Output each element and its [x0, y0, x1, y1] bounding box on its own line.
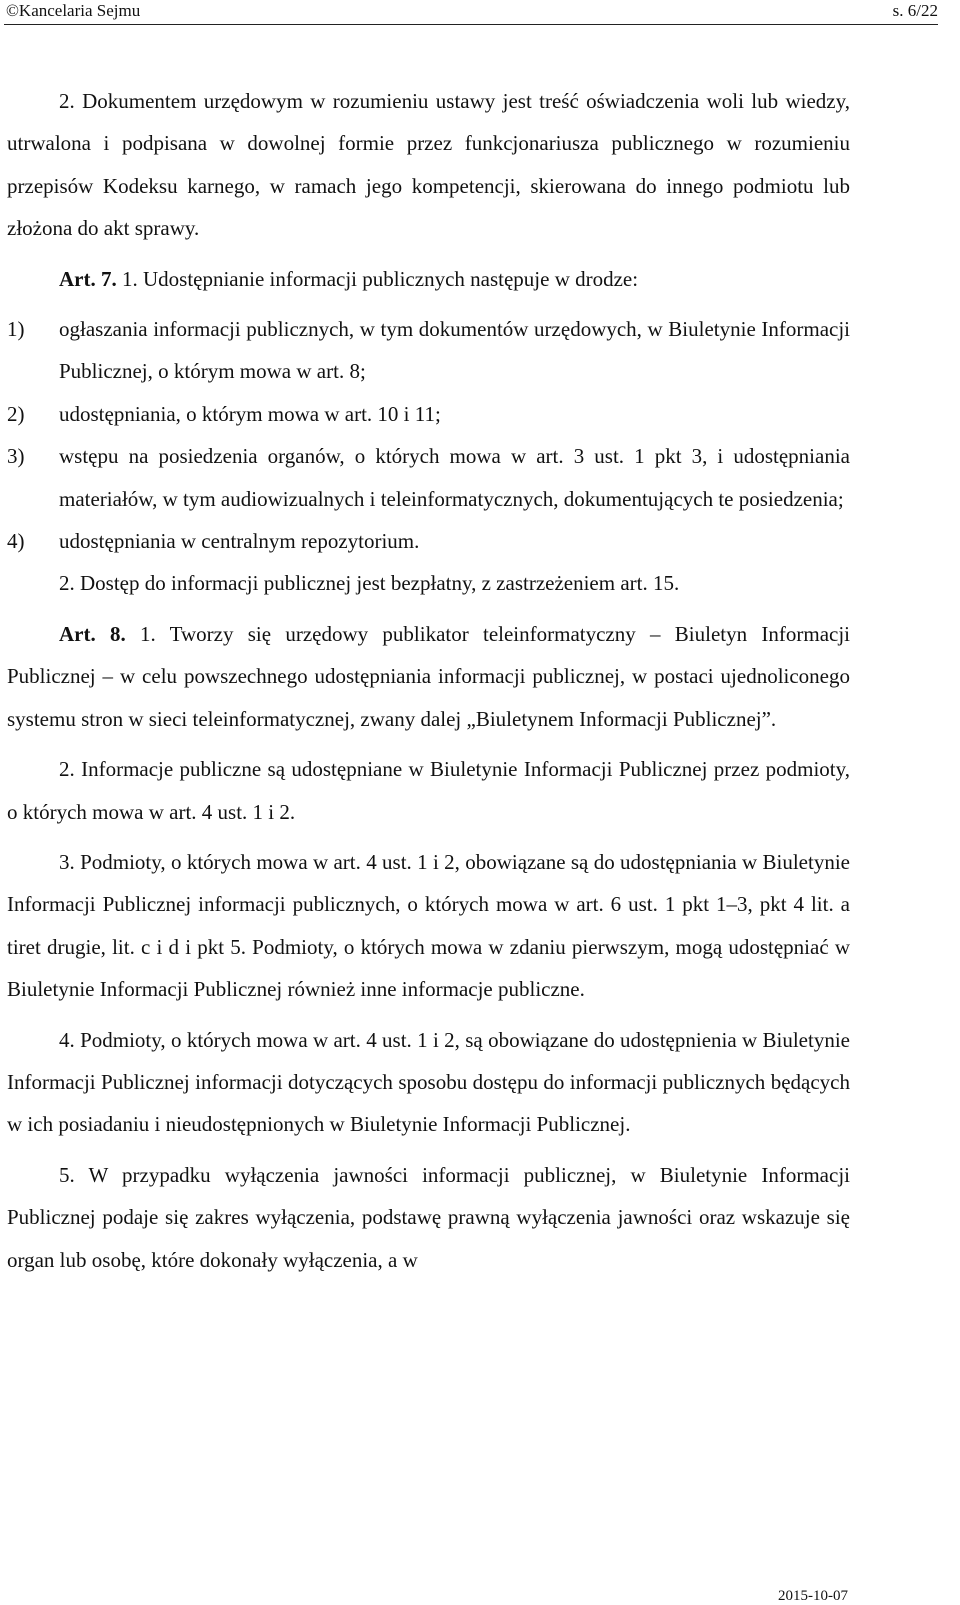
footer-date: 2015-10-07 — [778, 1588, 848, 1604]
list-item — [7, 393, 850, 435]
list-item — [7, 520, 850, 562]
art8-heading: Art. 8. — [59, 621, 126, 646]
art8-paragraph-5: 5. W przypadku wyłączenia jawności informacji publicznej, w Biuletynie Informacji Publicznej podaje się zakres wyłączenia, podstawę prawną wyłączenia jawności oraz wskazuje się organ lub osobę, które dokonały wyłączenia, a w — [7, 1162, 850, 1272]
art7-intro-text: 1. Udostępnianie informacji publicznych następuje w drodze: — [116, 266, 639, 291]
list-item-number: 4) — [7, 529, 25, 554]
art7-paragraph-2: 2. Dostęp do informacji publicznej jest bezpłatny, z zastrzeżeniem art. 15. — [59, 571, 680, 596]
list-item-number: 3) — [7, 444, 25, 469]
art7-intro — [7, 258, 850, 300]
paragraph-dokument-urzedowy: 2. Dokumentem urzędowym w rozumieniu ustawy jest treść oświadczenia woli lub wiedzy, utrwalona i podpisana w dowolnej formie przez funkcjonariusza publicznego w rozumieniu przepisów Kodeksu karnego, w ramach jego kompetencji, skierowana do innego podmiotu lub złożona do akt sprawy. — [7, 89, 850, 241]
art8-paragraph-1-text: 1. Tworzy się urzędowy publikator teleinformatyczny – Biuletyn Informacji Publicznej – w celu powszechnego udostępniania informacji publicznej, w postaci ujednoliconego systemu stron w sieci teleinformatycznej, zwany dalej „Biuletynem Informacji Publicznej”. — [7, 621, 851, 731]
document-body — [7, 80, 850, 1289]
art8-paragraph-1 — [7, 613, 850, 740]
list-item-number: 1) — [7, 317, 25, 342]
list-item — [7, 308, 850, 393]
list-item-text: udostępniania, o którym mowa w art. 10 i 11; — [59, 401, 441, 426]
art8-paragraph-2: 2. Informacje publiczne są udostępniane w Biuletynie Informacji Publicznej przez podmioty, o których mowa w art. 4 ust. 1 i 2. — [7, 757, 850, 824]
list-item-text: wstępu na posiedzenia organów, o których mowa w art. 3 ust. 1 pkt 3, i udostępniania materiałów, w tym audiowizualnych i teleinformatycznych, dokumentujących te posiedzenia; — [59, 444, 850, 511]
list-item — [7, 435, 850, 520]
header-divider — [4, 24, 938, 25]
list-item-number: 2) — [7, 401, 25, 426]
art8-paragraph-3: 3. Podmioty, o których mowa w art. 4 ust. 1 i 2, obowiązane są do udostępniania w Biuletynie Informacji Publicznej informacji publicznych, o których mowa w art. 6 ust. 1 pkt 1–3, pkt 4 lit. a tiret drugie, lit. c i d i pkt 5. Podmioty, o których mowa w zdaniu pierwszym, mogą udostępniać w Biuletynie Informacji Publicznej również inne informacje publiczne. — [7, 849, 850, 1002]
list-item-text: udostępniania w centralnym repozytorium. — [59, 529, 420, 554]
header-source: ©Kancelaria Sejmu — [6, 1, 141, 20]
page-number: s. 6/22 — [892, 1, 938, 20]
art8-paragraph-4: 4. Podmioty, o których mowa w art. 4 ust. 1 i 2, są obowiązane do udostępnienia w Biuletynie Informacji Publicznej informacji dotyczących sposobu dostępu do informacji publicznych będących w ich posiadaniu i nieudostępnionych w Biuletynie Informacji Publicznej. — [7, 1027, 850, 1137]
list-item-text: ogłaszania informacji publicznych, w tym dokumentów urzędowych, w Biuletynie Informacji Publicznej, o którym mowa w art. 8; — [59, 317, 850, 384]
art7-heading: Art. 7. — [59, 266, 117, 291]
